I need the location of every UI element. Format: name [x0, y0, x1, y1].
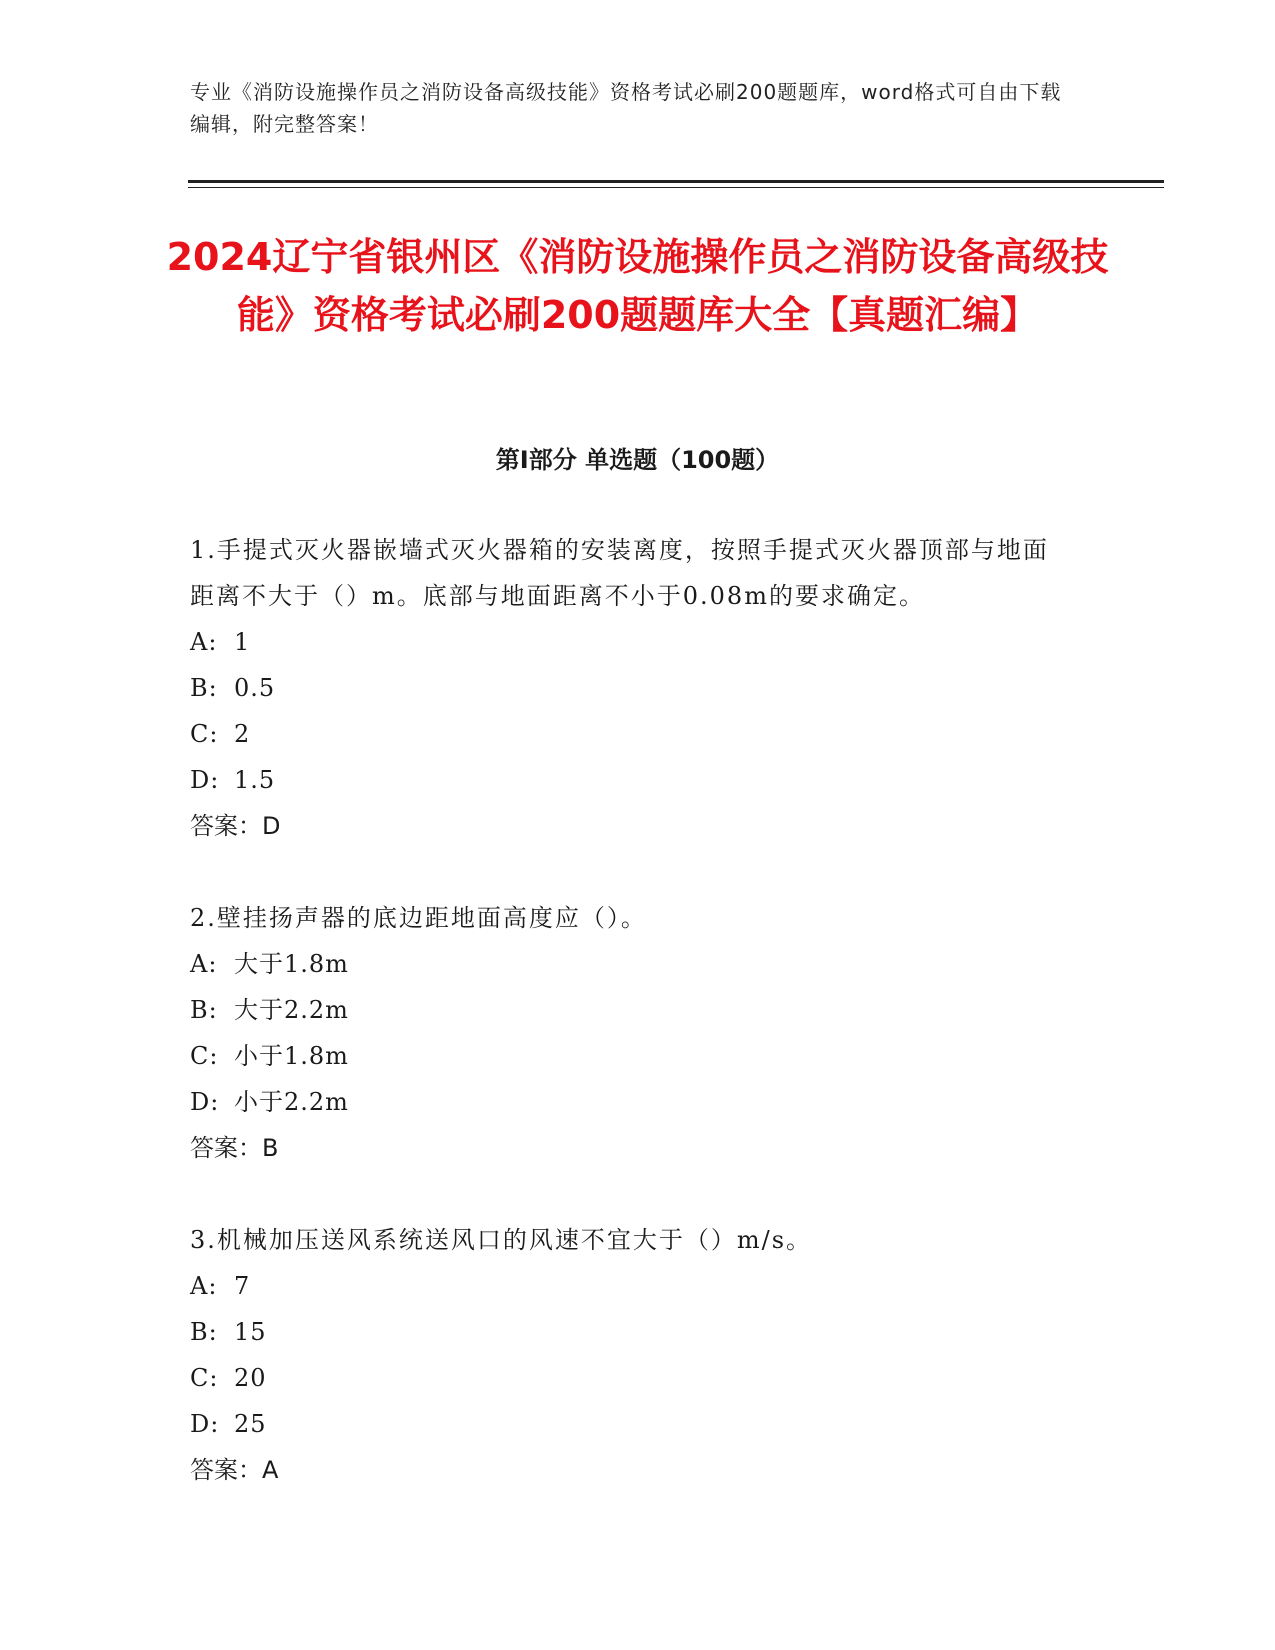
option-c — [190, 1355, 1070, 1401]
option-key: C: — [190, 1042, 219, 1070]
option-value: 大于1.8m — [234, 950, 349, 978]
option-value: 1.5 — [234, 766, 276, 794]
option-key: D: — [190, 1410, 220, 1438]
option-value: 7 — [234, 1272, 251, 1300]
option-key: A: — [190, 628, 218, 656]
header-note: 专业《消防设施操作员之消防设备高级技能》资格考试必刷200题题库，word格式可自由下载编辑，附完整答案！ — [190, 80, 1062, 136]
answer-line — [190, 803, 1070, 849]
option-value: 2 — [234, 720, 251, 748]
option-value: 20 — [234, 1364, 267, 1392]
header-divider-thin — [188, 187, 1164, 188]
option-value: 1 — [234, 628, 251, 656]
option-b — [190, 987, 1070, 1033]
option-value: 0.5 — [234, 674, 276, 702]
question-1 — [190, 527, 1070, 849]
answer-value: A — [262, 1456, 279, 1484]
answer-line — [190, 1125, 1070, 1171]
question-text: 3.机械加压送风系统送风口的风速不宜大于（）m/s。 — [190, 1226, 813, 1254]
option-d — [190, 1079, 1070, 1125]
option-a — [190, 619, 1070, 665]
document-title: 2024辽宁省银州区《消防设施操作员之消防设备高级技能》资格考试必刷200题题库大全【真题汇编】 — [166, 235, 1109, 337]
option-c — [190, 1033, 1070, 1079]
option-key: B: — [190, 674, 218, 702]
option-key: C: — [190, 720, 219, 748]
option-a — [190, 1263, 1070, 1309]
option-b — [190, 665, 1070, 711]
option-key: C: — [190, 1364, 219, 1392]
question-3 — [190, 1217, 1070, 1493]
option-d — [190, 757, 1070, 803]
option-key: B: — [190, 1318, 218, 1346]
option-value: 大于2.2m — [234, 996, 349, 1024]
option-c — [190, 711, 1070, 757]
question-2 — [190, 895, 1070, 1171]
question-list — [190, 527, 1070, 1539]
option-value: 15 — [234, 1318, 267, 1346]
option-key: A: — [190, 950, 218, 978]
answer-value: B — [262, 1134, 279, 1162]
answer-label: 答案： — [190, 812, 262, 840]
option-d — [190, 1401, 1070, 1447]
option-a — [190, 941, 1070, 987]
option-key: B: — [190, 996, 218, 1024]
option-value: 小于1.8m — [234, 1042, 349, 1070]
option-key: A: — [190, 1272, 218, 1300]
option-b — [190, 1309, 1070, 1355]
option-key: D: — [190, 1088, 220, 1116]
option-key: D: — [190, 766, 220, 794]
header-divider-thick — [188, 180, 1164, 183]
option-value: 小于2.2m — [234, 1088, 349, 1116]
answer-label: 答案： — [190, 1456, 262, 1484]
question-text: 2.壁挂扬声器的底边距地面高度应（）。 — [190, 904, 647, 932]
answer-line — [190, 1447, 1070, 1493]
section-heading: 第Ⅰ部分 单选题（100题） — [495, 446, 780, 474]
answer-value: D — [262, 812, 281, 840]
answer-label: 答案： — [190, 1134, 262, 1162]
question-text: 1.手提式灭火器嵌墙式灭火器箱的安装离度，按照手提式灭火器顶部与地面距离不大于（）m。底部与地面距离不小于0.08m的要求确定。 — [190, 536, 1049, 610]
option-value: 25 — [234, 1410, 267, 1438]
